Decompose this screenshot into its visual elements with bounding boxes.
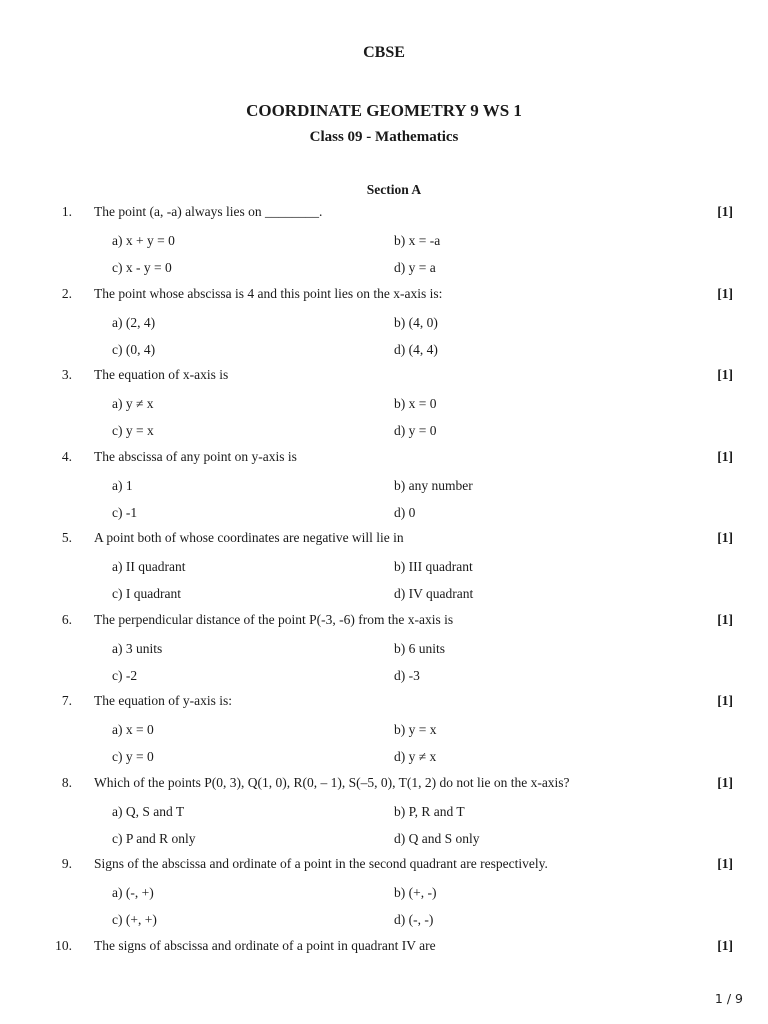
option-a: a) 3 units [112,640,163,656]
question-marks: [1] [717,367,733,382]
question-number: 2. [61,285,72,301]
page-number: 1 / 9 [714,991,743,1006]
question-marks: [1] [717,285,733,301]
option-c: c) -2 [112,667,138,683]
option-d: d) IV quadrant [394,586,474,601]
question-number: 7. [61,693,72,708]
question-number: 6. [61,611,72,627]
option-a: a) Q, S and T [112,803,185,819]
option-b: b) (+, -) [394,885,437,900]
option-d: d) Q and S only [394,830,480,846]
question-marks: [1] [717,204,733,219]
question-marks: [1] [717,693,733,708]
question-number: 1. [61,204,72,219]
question-marks: [1] [717,774,733,790]
question-number: 8. [61,774,72,790]
question-text: The abscissa of any point on y-axis is [94,448,297,464]
question-item [0,770,768,852]
option-c: c) x - y = 0 [112,260,172,275]
question-text: The point (a, -a) always lies on ________. [94,204,323,219]
option-a: a) y ≠ x [112,396,154,411]
question-marks: [1] [717,530,733,545]
class-subject: Class 09 - Mathematics [309,129,459,145]
option-d: d) y = 0 [394,423,437,438]
option-c: c) I quadrant [112,586,181,601]
option-b: b) (4, 0) [394,314,438,330]
question-text: The signs of abscissa and ordinate of a point in quadrant IV are [94,937,436,953]
question-text: The point whose abscissa is 4 and this point lies on the x-axis is: [94,285,443,301]
question-marks: [1] [717,611,733,627]
option-b: b) x = -a [394,233,441,248]
option-a: a) x = 0 [112,722,154,737]
question-number: 5. [61,530,72,545]
question-text: Which of the points P(0, 3), Q(1, 0), R(0, – 1), S(–5, 0), T(1, 2) do not lie on the x-axis? [94,774,570,790]
option-a: a) (-, +) [112,885,154,900]
option-c: c) -1 [112,504,138,520]
question-text: Signs of the abscissa and ordinate of a point in the second quadrant are respectively. [94,856,548,871]
option-b: b) III quadrant [394,559,473,574]
question-number: 10. [55,937,72,953]
question-item [0,851,768,933]
worksheet-title: COORDINATE GEOMETRY 9 WS 1 [246,101,522,120]
option-a: a) x + y = 0 [112,233,175,248]
option-d: d) (4, 4) [394,341,438,357]
question-item [0,525,768,607]
option-d: d) (-, -) [394,912,434,927]
option-a: a) II quadrant [112,559,186,574]
question-item [0,607,768,689]
option-d: d) -3 [394,667,420,683]
question-text: The equation of y-axis is: [94,693,232,708]
option-c: c) y = x [112,423,154,438]
question-item [0,444,768,526]
question-item [0,362,768,444]
question-number: 4. [61,448,72,464]
question-item [0,933,768,1015]
question-list [0,199,768,1014]
option-c: c) P and R only [112,830,196,846]
option-b: b) y = x [394,722,437,737]
question-text: The equation of x-axis is [94,367,229,382]
option-b: b) any number [394,477,473,493]
question-number: 3. [61,367,72,382]
option-b: b) 6 units [394,640,446,656]
option-b: b) x = 0 [394,396,437,411]
option-d: d) 0 [394,504,416,520]
option-a: a) (2, 4) [112,314,156,330]
option-d: d) y = a [394,260,436,275]
question-item [0,281,768,363]
question-marks: [1] [717,937,733,953]
question-item [0,688,768,770]
option-a: a) 1 [112,477,133,493]
board-name: CBSE [363,44,405,61]
question-marks: [1] [717,856,733,871]
option-d: d) y ≠ x [394,749,437,764]
option-c: c) y = 0 [112,749,154,764]
question-marks: [1] [717,448,733,464]
option-b: b) P, R and T [394,803,465,819]
question-text: A point both of whose coordinates are negative will lie in [94,530,404,545]
section-heading: Section A [366,182,422,197]
question-text: The perpendicular distance of the point P(-3, -6) from the x-axis is [94,611,454,627]
question-item [0,199,768,281]
option-c: c) (0, 4) [112,341,156,357]
option-c: c) (+, +) [112,912,157,927]
question-number: 9. [61,856,72,871]
